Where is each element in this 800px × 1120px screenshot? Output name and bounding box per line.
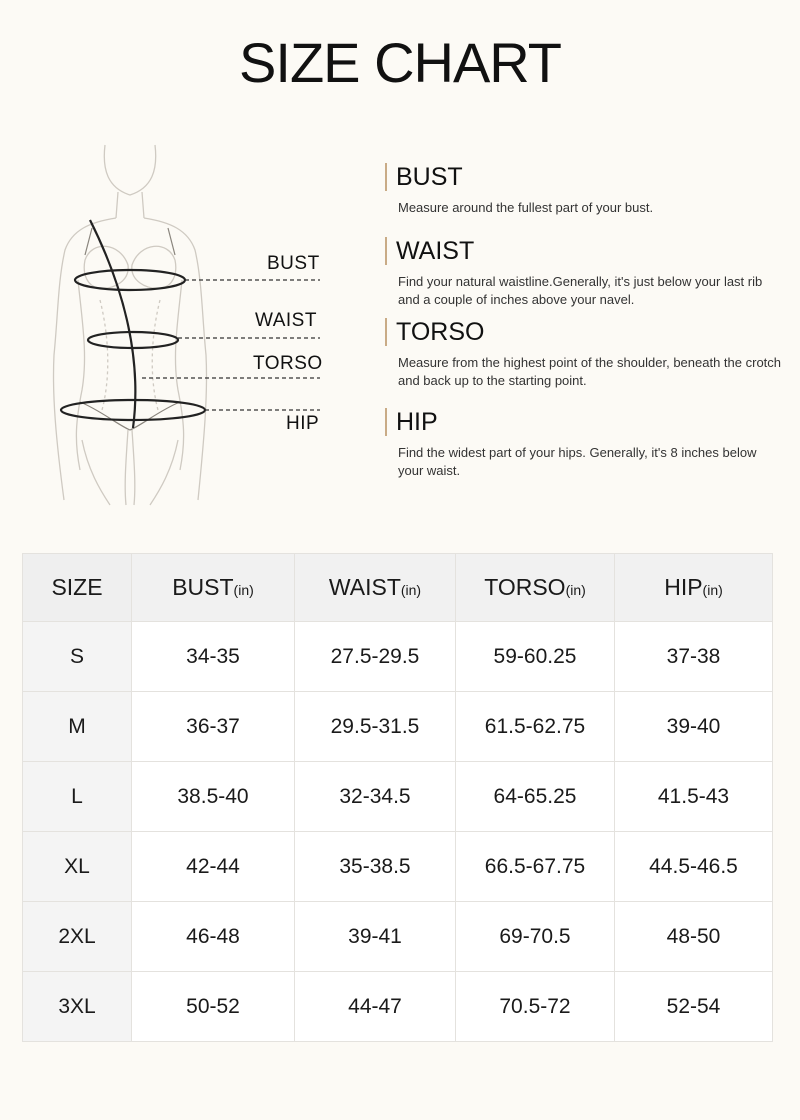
torso-cell: 61.5-62.75: [456, 692, 615, 762]
waist-cell: 29.5-31.5: [295, 692, 456, 762]
header-torso: [456, 554, 615, 622]
bust-cell: 36-37: [132, 692, 295, 762]
size-cell: 3XL: [23, 972, 132, 1042]
definition-heading: TORSO: [385, 318, 785, 346]
size-table: [22, 553, 773, 1042]
header-label: TORSO: [484, 574, 566, 600]
definition-heading: WAIST: [385, 237, 785, 265]
figure-label-hip: HIP: [286, 413, 320, 434]
header-label: HIP: [664, 574, 703, 600]
hip-cell: 48-50: [615, 902, 773, 972]
table-row: [23, 902, 773, 972]
header-unit: (in): [233, 582, 254, 598]
figure-label-waist: WAIST: [255, 310, 317, 331]
header-size: [23, 554, 132, 622]
torso-cell: 69-70.5: [456, 902, 615, 972]
figure-label-torso: TORSO: [253, 353, 323, 374]
hip-cell: 39-40: [615, 692, 773, 762]
waist-cell: 44-47: [295, 972, 456, 1042]
waist-cell: 39-41: [295, 902, 456, 972]
header-label: WAIST: [328, 574, 401, 600]
waist-cell: 27.5-29.5: [295, 622, 456, 692]
torso-cell: 66.5-67.75: [456, 832, 615, 902]
header-waist: [295, 554, 456, 622]
table-header-row: [23, 554, 773, 622]
torso-cell: 59-60.25: [456, 622, 615, 692]
size-cell: XL: [23, 832, 132, 902]
table-row: [23, 622, 773, 692]
header-unit: (in): [565, 582, 586, 598]
bust-cell: 46-48: [132, 902, 295, 972]
table-row: [23, 972, 773, 1042]
definition-text: Measure around the fullest part of your bust.: [398, 200, 654, 215]
size-cell: S: [23, 622, 132, 692]
body-measurement-figure: [30, 140, 350, 510]
size-cell: M: [23, 692, 132, 762]
bust-cell: 50-52: [132, 972, 295, 1042]
definition-heading: BUST: [385, 163, 785, 191]
definition-text: Find the widest part of your hips. Generally, it's 8 inches below your waist.: [398, 445, 757, 478]
hip-cell: 44.5-46.5: [615, 832, 773, 902]
bust-cell: 38.5-40: [132, 762, 295, 832]
hip-cell: 52-54: [615, 972, 773, 1042]
definition-heading: HIP: [385, 408, 785, 436]
torso-cell: 64-65.25: [456, 762, 615, 832]
header-label: BUST: [172, 574, 234, 600]
header-label: SIZE: [51, 574, 103, 600]
definition-bust: [385, 163, 785, 217]
table-row: [23, 762, 773, 832]
bust-cell: 34-35: [132, 622, 295, 692]
hip-cell: 37-38: [615, 622, 773, 692]
waist-cell: 32-34.5: [295, 762, 456, 832]
waist-cell: 35-38.5: [295, 832, 456, 902]
definition-waist: [385, 237, 785, 309]
table-row: [23, 692, 773, 762]
figure-label-bust: BUST: [267, 253, 320, 274]
definition-torso: [385, 318, 785, 390]
bust-cell: 42-44: [132, 832, 295, 902]
table-row: [23, 832, 773, 902]
size-cell: 2XL: [23, 902, 132, 972]
torso-cell: 70.5-72: [456, 972, 615, 1042]
hip-cell: 41.5-43: [615, 762, 773, 832]
definition-text: Measure from the highest point of the shoulder, beneath the crotch and back up to the starting point.: [398, 355, 782, 388]
header-hip: [615, 554, 773, 622]
page-title: SIZE CHART: [239, 31, 561, 94]
definition-text: Find your natural waistline.Generally, it's just below your last rib and a couple of inches above your navel.: [398, 274, 763, 307]
size-cell: L: [23, 762, 132, 832]
header-unit: (in): [400, 582, 422, 598]
header-unit: (in): [702, 582, 723, 598]
definition-hip: [385, 408, 785, 480]
header-bust: [132, 554, 295, 622]
